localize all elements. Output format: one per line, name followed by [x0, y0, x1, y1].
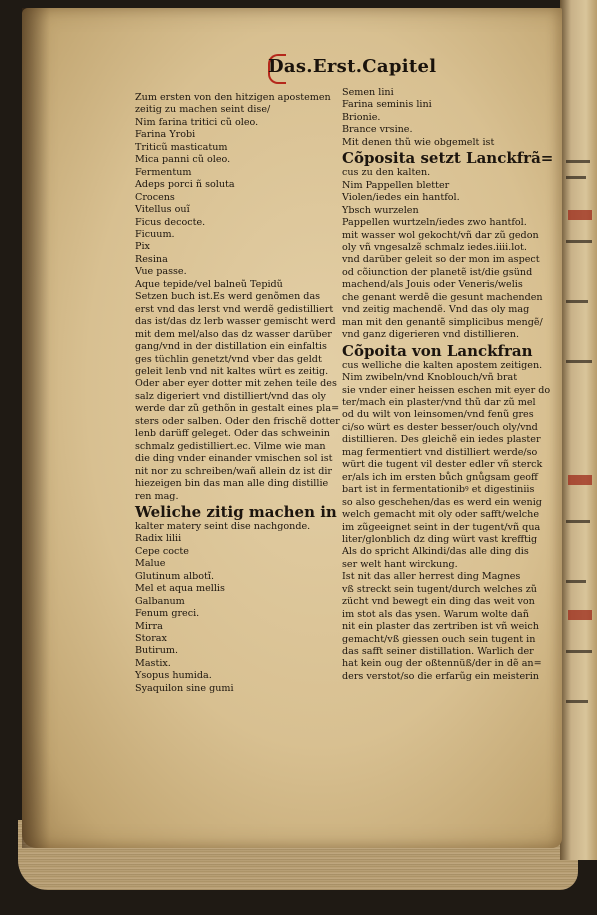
text-line: Brionie. [342, 111, 381, 123]
text-line: salz digeriert vnd distilliert/vnd das oly [135, 390, 326, 402]
text-line: bart ist in fermentationibꝰ et digestiniis [342, 484, 535, 496]
text-line: Oder aber eyer dotter mit zehen teile des [135, 378, 337, 390]
text-line: hiezeigen bin das man alle ding distillie [135, 478, 329, 490]
text-line: ser welt hant wirckung. [342, 558, 458, 570]
text-line: vnd zeitig machendẽ. Vnd das oly mag [342, 304, 530, 316]
text-line: Ist nit das aller herrest ding Magnes [342, 571, 521, 583]
text-line: man mit den genantẽ simplicibus mengẽ/ [342, 316, 543, 328]
text-line: Violen/iedes ein hantfol. [342, 192, 460, 204]
text-line: erst vnd das lerst vnd werdẽ gedistilliert [135, 303, 334, 315]
text-line: Ysopus humida. [135, 670, 212, 682]
text-line: Semen lini [342, 87, 394, 98]
text-line: Mirra [135, 620, 163, 632]
text-line: Als do spricht Alkindi/das alle ding dis [342, 546, 529, 558]
text-line: Fenum greci. [135, 608, 200, 620]
text-line: Storax [135, 633, 167, 645]
text-line: Syaquilon sine gumi [135, 682, 234, 694]
text-line: das ist/das dz lerb wasser gemischt werd [135, 316, 336, 328]
text-line: Mica panni cũ oleo. [135, 154, 231, 166]
text-line: Mastix. [135, 657, 171, 669]
text-line: Mel et aqua mellis [135, 583, 225, 595]
text-line: nit ein plaster das zertriben ist vñ weich [342, 621, 539, 633]
text-line: Malue [135, 558, 166, 570]
text-line: gang/vnd in der distillation ein einfaltis [135, 341, 327, 353]
right-column [342, 87, 553, 683]
text-line: vnd darüber geleit so der mon im aspect [342, 254, 540, 266]
text-line: ders verstot/so die erfarũg ein meisterin [342, 670, 539, 682]
text-line: ges tüchlin genetzt/vnd vber das geldt [135, 353, 322, 365]
text-line: Crocens [135, 191, 175, 203]
text-line: geleit lenb vnd nit kaltes würt es zeitig. [135, 365, 329, 377]
text-line: Nim Pappellen bletter [342, 179, 450, 191]
text-line: oly vñ vngesalzẽ schmalz iedes.iiii.lot. [342, 241, 527, 253]
chapter-heading: Das.Erst.Capitel [268, 56, 437, 77]
text-line: cus zu den kalten. [342, 167, 431, 179]
text-line: mag fermentiert vnd distilliert werde/so [342, 446, 538, 458]
text-line: vnd ganz digerieren vnd distillieren. [342, 329, 520, 341]
text-line: Brance vrsine. [342, 124, 413, 136]
text-line: sie vnder einer heissen eschen mit eyer do [342, 384, 551, 396]
text-line: Nim farina tritici cũ oleo. [135, 116, 259, 128]
text-line: mit dem mel/also das dz wasser darüber [135, 328, 332, 340]
text-line: Adeps porci ñ soluta [135, 179, 235, 191]
text-line: od cõiunction der planetẽ ist/die gsünd [342, 266, 533, 278]
text-line: Farina Yrobi [135, 129, 196, 141]
text-line: Vue passe. [135, 266, 187, 278]
text-line: Triticũ masticatum [135, 141, 228, 153]
text-line: liter/glonblich dz ding würt vast krefftig [342, 533, 538, 545]
text-line: zücht vnd bewegt ein ding das weit von [342, 596, 535, 608]
text-line: Ybsch wurzelen [342, 204, 419, 216]
text-line: od du wilt von leinsomen/vnd fenũ gres [342, 409, 534, 421]
text-line: gemacht/vß giessen ouch sein tugent in [342, 633, 536, 645]
text-line: schmalz gedistilliert.ec. Vilme wie man [135, 440, 326, 452]
text-line: Nim zwibeln/vnd Knoblouch/vñ brat [342, 372, 518, 384]
text-line: zeitig zu machen seint dise/ [135, 104, 271, 116]
text-line: die ding vnder einander vmischen sol ist [135, 453, 333, 465]
text-line: Pix [135, 241, 150, 253]
text-line: er/als ich im ersten bůch gnůgsam geoff [342, 471, 538, 483]
text-line: che genant werdẽ die gesunt machenden [342, 291, 543, 303]
text-line: Butirum. [135, 645, 179, 657]
facing-page-edge [560, 0, 597, 860]
text-line: lenb darüff geleget. Oder das schweinin [135, 428, 330, 440]
text-line: cus welliche die kalten apostem zeitigen. [342, 359, 543, 371]
text-line: ci/so würt es dester besser/ouch oly/vnd [342, 421, 538, 433]
text-line: sters oder salben. Oder den frischẽ dotter [135, 415, 340, 427]
text-line: im zũgeeignet seint in der tugent/vñ qua [342, 521, 541, 533]
text-line: kalter matery seint dise nachgonde. [135, 520, 311, 532]
text-line: Galbanum [135, 595, 185, 607]
text-line: Pappellen wurtzeln/iedes zwo hantfol. [342, 217, 527, 229]
text-line: mit wasser wol gekocht/vñ dar zũ gedon [342, 229, 539, 241]
section-heading: Cõposita setzt Lanckfrã= [342, 149, 554, 168]
text-line: Setzen buch ist.Es werd genõmen das [135, 291, 321, 303]
text-line: ter/mach ein plaster/vnd thũ dar zũ mel [342, 396, 536, 408]
text-line: das safft seiner distillation. Warlich der [342, 646, 534, 658]
facing-page-rubric [568, 210, 592, 220]
text-line: distillieren. Des gleichẽ ein iedes plaster [342, 434, 541, 446]
gutter-shadow [22, 8, 50, 848]
text-line: Ficus decocte. [135, 216, 206, 228]
text-line: Mit denen thũ wie obgemelt ist [342, 136, 495, 148]
text-line: würt die tugent vil dester edler vñ sterck [342, 459, 543, 471]
text-line: Cepe cocte [135, 545, 189, 557]
text-line: hat kein oug der oßtennüß/der in dẽ an= [342, 658, 542, 670]
text-line: im stot als das ysen. Warum wolte dañ [342, 608, 529, 620]
text-line: Fermentum [135, 166, 192, 178]
text-line: ren mag. [135, 490, 179, 502]
text-line: so also geschehen/das es werd ein wenig [342, 496, 542, 508]
text-line: machend/als Jouis oder Veneris/welis [342, 279, 523, 291]
section-heading: Weliche zitig machen in [135, 502, 337, 521]
left-column [135, 92, 340, 695]
text-line: welch gemacht mit oly oder safft/welche [342, 509, 539, 521]
text-line: Glutinum albotĩ. [135, 570, 215, 582]
text-line: Vitellus ouĩ [135, 204, 190, 216]
text-line: Farina seminis lini [342, 99, 432, 111]
text-line: Ficuum. [135, 228, 175, 240]
section-heading: Cõpoita von Lanckfran [342, 341, 533, 360]
text-line: Resina [135, 253, 168, 265]
text-line: werde dar zũ gethõn in gestalt eines pla= [135, 403, 340, 415]
text-line: Aque tepide/vel balneũ Tepidũ [135, 278, 283, 290]
text-line: Radix lilii [135, 533, 182, 545]
text-line: Zum ersten von den hitzigen apostemen [135, 92, 331, 103]
text-line: vß streckt sein tugent/durch welches zũ [342, 583, 537, 595]
text-line: nit nor zu schreiben/wañ allein dz ist dir [135, 465, 332, 477]
